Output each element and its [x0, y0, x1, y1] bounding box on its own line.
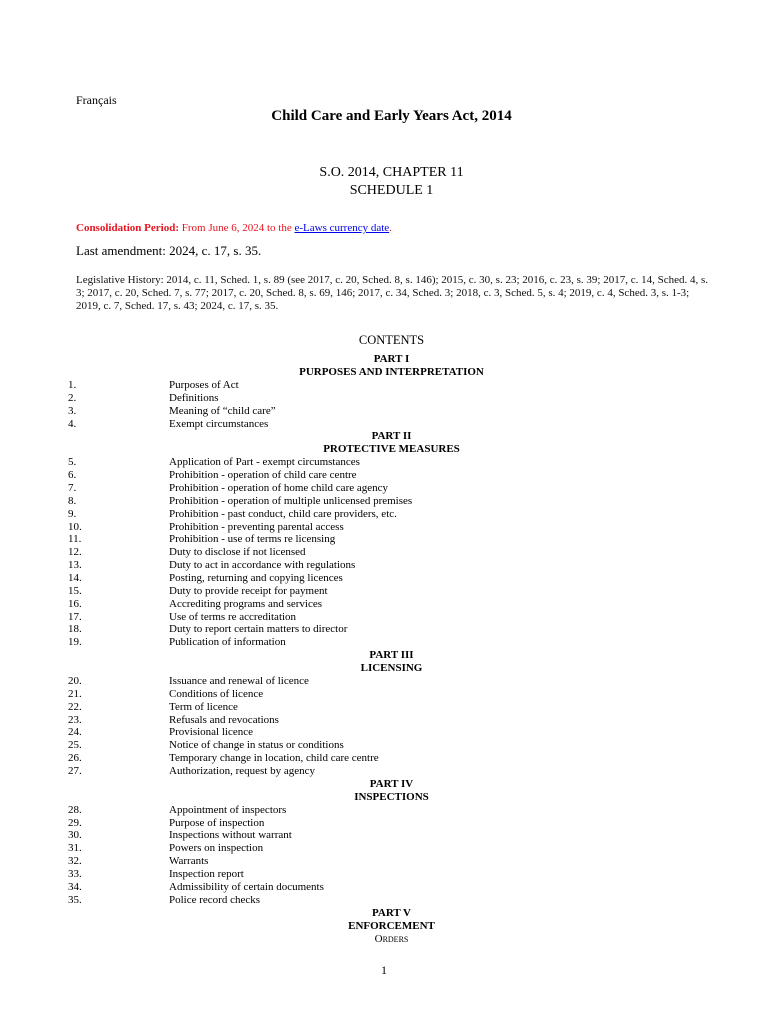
section-number: 10.: [68, 520, 82, 533]
document-title: Child Care and Early Years Act, 2014: [271, 108, 512, 124]
toc-row[interactable]: [0, 688, 768, 701]
section-number: 4.: [68, 417, 77, 430]
section-title: Exempt circumstances: [169, 417, 269, 430]
section-title: Accrediting programs and services: [169, 597, 323, 610]
section-number: 12.: [68, 546, 82, 559]
section-title: Authorization, request by agency: [169, 764, 316, 777]
part-heading: LICENSING: [360, 662, 423, 675]
section-title: Warrants: [169, 855, 209, 868]
part-title: PART II: [371, 430, 412, 443]
toc-row[interactable]: [0, 508, 768, 521]
toc-row[interactable]: [0, 726, 768, 739]
section-title: Duty to report certain matters to director: [169, 623, 348, 636]
section-title: Provisional licence: [169, 726, 254, 739]
toc-row[interactable]: [0, 482, 768, 495]
consolidation-end: .: [389, 222, 392, 234]
toc-row[interactable]: [0, 752, 768, 765]
section-title: Publication of information: [169, 636, 286, 649]
toc-row[interactable]: [0, 636, 768, 649]
toc-row[interactable]: [0, 623, 768, 636]
section-number: 8.: [68, 494, 77, 507]
page-number: 1: [381, 963, 387, 977]
section-title: Prohibition - operation of multiple unlicensed premises: [169, 494, 413, 507]
toc-row[interactable]: [0, 868, 768, 881]
section-title: Admissibility of certain documents: [169, 880, 324, 893]
section-number: 26.: [68, 752, 82, 765]
schedule-line: SCHEDULE 1: [349, 183, 434, 198]
contents-title: CONTENTS: [358, 333, 425, 347]
consolidation-period: [76, 222, 392, 234]
toc-row[interactable]: [0, 546, 768, 559]
part-title: PART III: [369, 649, 414, 662]
toc-row[interactable]: [0, 572, 768, 585]
toc-row[interactable]: [0, 418, 768, 431]
section-title: Conditions of licence: [169, 687, 264, 700]
part-heading: ENFORCEMENT: [348, 919, 435, 932]
chapter-line: S.O. 2014, CHAPTER 11: [319, 165, 464, 180]
section-number: 20.: [68, 675, 82, 688]
section-number: 27.: [68, 764, 82, 777]
toc-row[interactable]: [0, 559, 768, 572]
toc-row[interactable]: [0, 533, 768, 546]
section-title: Definitions: [169, 391, 219, 404]
part-title: PART IV: [369, 777, 414, 790]
toc-row[interactable]: [0, 495, 768, 508]
toc-row[interactable]: [0, 701, 768, 714]
section-number: 7.: [68, 482, 77, 495]
section-title: Prohibition - past conduct, child care providers, etc.: [169, 507, 397, 520]
section-number: 28.: [68, 803, 82, 816]
section-title: Temporary change in location, child care centre: [169, 752, 379, 765]
section-title: Purpose of inspection: [169, 816, 265, 829]
consolidation-label: Consolidation Period:: [76, 222, 179, 234]
toc-row[interactable]: [0, 611, 768, 624]
francais-link[interactable]: Français: [76, 93, 117, 107]
consolidation-text: From June 6, 2024 to the: [178, 222, 295, 234]
toc-row[interactable]: [0, 469, 768, 482]
part-heading: PURPOSES AND INTERPRETATION: [299, 366, 484, 378]
section-number: 19.: [68, 636, 82, 649]
section-number: 22.: [68, 700, 82, 713]
last-amendment: Last amendment: 2024, c. 17, s. 35.: [76, 243, 262, 258]
section-number: 6.: [68, 469, 77, 482]
section-title: Inspection report: [169, 868, 244, 880]
toc-row[interactable]: [0, 521, 768, 534]
section-number: 21.: [68, 687, 82, 700]
section-title: Prohibition - operation of home child care agency: [169, 482, 389, 495]
section-title: Purposes of Act: [169, 379, 239, 391]
section-number: 15.: [68, 584, 82, 597]
toc-row[interactable]: [0, 714, 768, 727]
legislative-history: Legislative History: 2014, c. 11, Sched. 1, s. 89 (see 2017, c. 20, Sched. 8, s. 146); 2015, c. 30, s. 23; 2016, c. 23, s. 39; 2017, c. 14, Sched. 4, s. 3; 2017, c. 20, Sched. 7, s. 77; 2017, c. 20, Sched. 8, s. 69, 146; 2017, c. 34, Sched. 3; 2018, c. 3, Sched. 5, s. 4; 2019, c. 4, Sched. 3, s. 1-3; 2019, c. 7, Sched. 17, s. 43; 2024, c. 17, s. 35.: [76, 274, 709, 312]
section-number: 33.: [68, 868, 82, 880]
toc-row[interactable]: [0, 598, 768, 611]
section-title: Powers on inspection: [169, 842, 264, 855]
toc-row[interactable]: [0, 379, 768, 392]
part-subheading: Orders: [374, 932, 409, 945]
section-number: 30.: [68, 829, 82, 842]
section-title: Refusals and revocations: [169, 713, 279, 726]
section-number: 25.: [68, 739, 82, 752]
toc-row[interactable]: [0, 804, 768, 817]
section-title: Duty to provide receipt for payment: [169, 584, 328, 597]
toc-row[interactable]: [0, 456, 768, 469]
section-number: 24.: [68, 726, 82, 739]
section-number: 32.: [68, 855, 82, 868]
toc-row[interactable]: [0, 842, 768, 855]
section-title: Meaning of “child care”: [169, 404, 276, 417]
part-heading: PROTECTIVE MEASURES: [323, 443, 460, 456]
toc-row[interactable]: [0, 817, 768, 830]
part-title: PART V: [371, 906, 412, 919]
toc-row[interactable]: [0, 585, 768, 598]
toc-row[interactable]: [0, 881, 768, 894]
table-of-contents: [0, 353, 768, 946]
section-number: 14.: [68, 571, 82, 584]
section-title: Prohibition - use of terms re licensing: [169, 533, 336, 546]
section-title: Duty to act in accordance with regulations: [169, 559, 356, 572]
section-number: 9.: [68, 507, 77, 520]
section-number: 5.: [68, 456, 77, 469]
section-number: 13.: [68, 559, 82, 572]
section-title: Application of Part - exempt circumstances: [169, 456, 360, 469]
toc-row[interactable]: [0, 765, 768, 778]
toc-row[interactable]: [0, 855, 768, 868]
section-number: 17.: [68, 610, 82, 623]
section-title: Use of terms re accreditation: [169, 610, 297, 623]
section-title: Inspections without warrant: [169, 829, 292, 842]
section-title: Term of licence: [169, 700, 238, 713]
section-number: 29.: [68, 816, 82, 829]
section-title: Prohibition - preventing parental access: [169, 520, 344, 533]
section-number: 1.: [68, 379, 77, 391]
section-title: Prohibition - operation of child care centre: [169, 469, 357, 482]
section-number: 3.: [68, 404, 77, 417]
section-number: 23.: [68, 713, 82, 726]
section-number: 34.: [68, 880, 82, 893]
section-number: 31.: [68, 842, 82, 855]
section-number: 2.: [68, 391, 77, 404]
section-number: 35.: [68, 893, 82, 906]
toc-row[interactable]: [0, 675, 768, 688]
toc-row[interactable]: [0, 829, 768, 842]
section-title: Posting, returning and copying licences: [169, 571, 343, 584]
elaws-currency-date-link[interactable]: e-Laws currency date: [294, 222, 390, 234]
part-title: PART I: [373, 353, 410, 365]
toc-row[interactable]: [0, 894, 768, 907]
part-heading: INSPECTIONS: [354, 790, 429, 803]
toc-row[interactable]: [0, 392, 768, 405]
section-number: 16.: [68, 597, 82, 610]
section-number: 11.: [68, 533, 82, 546]
section-title: Police record checks: [169, 893, 261, 906]
section-title: Appointment of inspectors: [169, 803, 287, 816]
section-title: Issuance and renewal of licence: [169, 675, 309, 688]
section-number: 18.: [68, 623, 82, 636]
toc-row[interactable]: [0, 739, 768, 752]
toc-row[interactable]: [0, 405, 768, 418]
chapter-heading: [0, 164, 768, 200]
section-title: Duty to disclose if not licensed: [169, 546, 306, 559]
section-title: Notice of change in status or conditions: [169, 739, 344, 752]
